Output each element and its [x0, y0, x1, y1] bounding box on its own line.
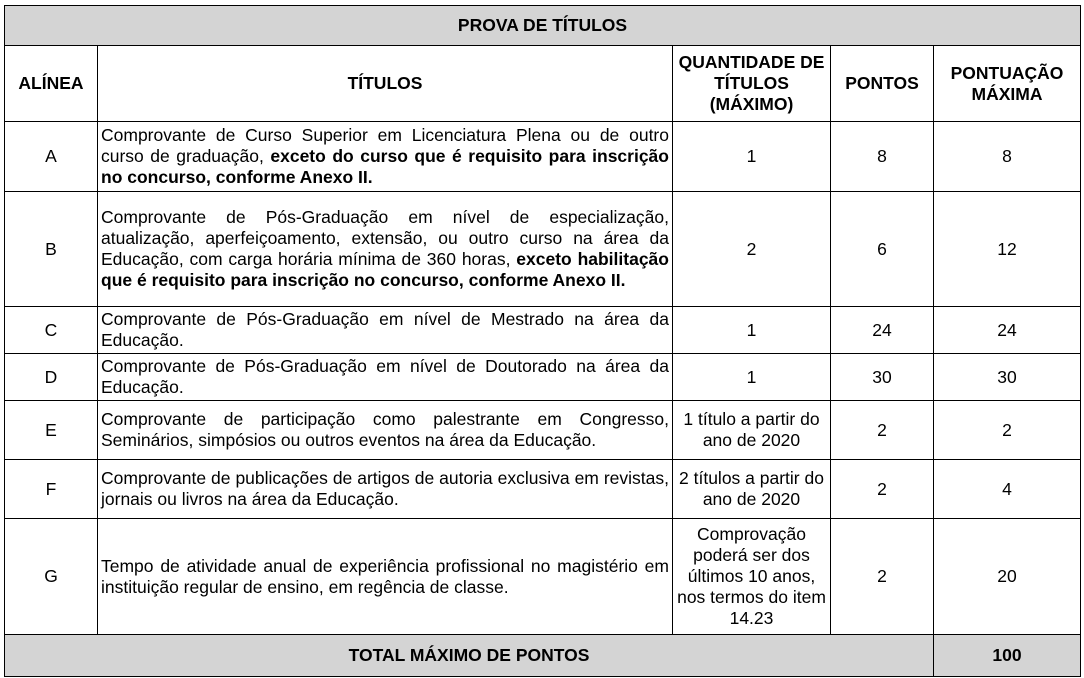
titles-table	[4, 5, 1081, 677]
cell-quantidade: 1	[673, 122, 831, 192]
titulo-text: Comprovante de Pós-Graduação em nível de especialização, atualização, aperfeiçoamento, extensão, ou outro curso na área da Educação, com carga horária mínima de 360 horas,	[101, 207, 669, 269]
cell-titulo: Comprovante de Pós-Graduação em nível de Doutorado na área da Educação.	[98, 354, 673, 401]
titulo-bold-text: exceto do curso que é requisito para inscrição no concurso, conforme Anexo II.	[101, 146, 669, 187]
total-value: 100	[934, 635, 1081, 677]
cell-titulo: Comprovante de Pós-Graduação em nível de Mestrado na área da Educação.	[98, 307, 673, 354]
total-row	[5, 635, 1081, 677]
cell-maxima: 12	[934, 192, 1081, 307]
cell-maxima: 30	[934, 354, 1081, 401]
cell-quantidade: 2 títulos a partir do ano de 2020	[673, 460, 831, 519]
cell-alinea: D	[5, 354, 98, 401]
titulo-bold-text: exceto habilitação que é requisito para inscrição no concurso, conforme Anexo II.	[101, 249, 669, 290]
cell-titulo: Tempo de atividade anual de experiência profissional no magistério em instituição regular de ensino, em regência de classe.	[98, 519, 673, 635]
cell-titulo	[98, 122, 673, 192]
table-row	[5, 307, 1081, 354]
cell-pontos: 2	[831, 460, 934, 519]
cell-pontos: 30	[831, 354, 934, 401]
cell-quantidade: 2	[673, 192, 831, 307]
cell-alinea: F	[5, 460, 98, 519]
cell-titulo	[98, 192, 673, 307]
table-row	[5, 354, 1081, 401]
cell-maxima: 8	[934, 122, 1081, 192]
cell-maxima: 20	[934, 519, 1081, 635]
cell-pontos: 6	[831, 192, 934, 307]
cell-titulo: Comprovante de publicações de artigos de autoria exclusiva em revistas, jornais ou livros na área da Educação.	[98, 460, 673, 519]
cell-alinea: A	[5, 122, 98, 192]
cell-quantidade: 1	[673, 307, 831, 354]
table-row	[5, 192, 1081, 307]
table-row	[5, 401, 1081, 460]
table-title: PROVA DE TÍTULOS	[5, 6, 1081, 46]
table-row	[5, 122, 1081, 192]
cell-alinea: E	[5, 401, 98, 460]
total-label: TOTAL MÁXIMO DE PONTOS	[5, 635, 934, 677]
table-row	[5, 460, 1081, 519]
cell-pontos: 2	[831, 401, 934, 460]
cell-alinea: C	[5, 307, 98, 354]
header-quantidade: QUANTIDADE DE TÍTULOS (MÁXIMO)	[673, 46, 831, 122]
cell-alinea: G	[5, 519, 98, 635]
cell-pontos: 24	[831, 307, 934, 354]
header-titulos: TÍTULOS	[98, 46, 673, 122]
titulo-text: Comprovante de Curso Superior em Licenciatura Plena ou de outro curso de graduação,	[101, 125, 669, 166]
cell-titulo: Comprovante de participação como palestrante em Congresso, Seminários, simpósios ou outros eventos na área da Educação.	[98, 401, 673, 460]
cell-pontos: 2	[831, 519, 934, 635]
cell-maxima: 2	[934, 401, 1081, 460]
cell-alinea: B	[5, 192, 98, 307]
table-row	[5, 519, 1081, 635]
header-pontuacao: PONTUAÇÃO MÁXIMA	[934, 46, 1081, 122]
cell-quantidade: 1 título a partir do ano de 2020	[673, 401, 831, 460]
cell-quantidade: 1	[673, 354, 831, 401]
cell-maxima: 24	[934, 307, 1081, 354]
cell-pontos: 8	[831, 122, 934, 192]
cell-quantidade: Comprovação poderá ser dos últimos 10 anos, nos termos do item 14.23	[673, 519, 831, 635]
header-alinea: ALÍNEA	[5, 46, 98, 122]
header-pontos: PONTOS	[831, 46, 934, 122]
cell-maxima: 4	[934, 460, 1081, 519]
